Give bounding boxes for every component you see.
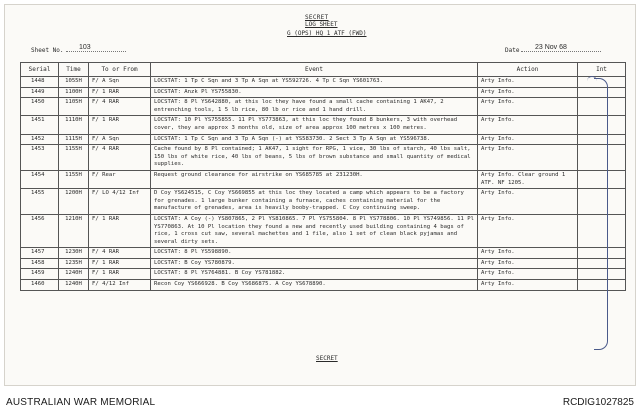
- column-header-int: Int: [578, 63, 626, 77]
- cell-event: LOCSTAT: B Coy YS780879.: [151, 258, 478, 269]
- cell-time: 1105H: [59, 98, 89, 116]
- table-row: [21, 269, 626, 280]
- cell-action: Arty Info.: [478, 189, 578, 215]
- document-title: LOG SHEET: [305, 21, 338, 28]
- cell-to-from: F/ 4 RAR: [89, 98, 151, 116]
- cell-serial: 1458: [21, 258, 59, 269]
- cell-event: LOCSTAT: 10 Pl YS755855. 11 Pl YS773863, at this loc they found 8 bunkers, 3 with overhead cover, they are approx 3 months old, size of area approx 100 metres x 100 metres.: [151, 116, 478, 134]
- classification-footer: SECRET: [316, 355, 338, 362]
- cell-serial: 1450: [21, 98, 59, 116]
- cell-to-from: F/ 1 RAR: [89, 258, 151, 269]
- cell-event: LOCSTAT: A Coy (-) YS807865, 2 Pl YS810865. 7 Pl YS755804. 8 Pl YS778806. 10 Pl YS749856. 11 Pl YS770863. At 10 Pl location they found a new and recently used building containing 4 bags of rice, 1 cross cut saw, several machettes and 1 file, also 1 set of clean black pyjamas and several dirty sets.: [151, 214, 478, 247]
- column-header-action: Action: [478, 63, 578, 77]
- cell-event: LOCSTAT: 8 Pl YS764881. B Coy YS781882.: [151, 269, 478, 280]
- date-value: 23 Nov 68: [535, 44, 567, 51]
- cell-to-from: F/ 1 RAR: [89, 269, 151, 280]
- cell-action: Arty Info.: [478, 269, 578, 280]
- cell-to-from: F/ 1 RAR: [89, 87, 151, 98]
- column-header-serial: Serial: [21, 63, 59, 77]
- cell-serial: 1448: [21, 77, 59, 88]
- cell-action: Arty Info.: [478, 98, 578, 116]
- cell-event: LOCSTAT: 1 Tp C Sqn and 3 Tp A Sqn at YS592726. 4 Tp C Sqn YS601763.: [151, 77, 478, 88]
- archive-reference: RCDIG1027825: [562, 397, 634, 408]
- cell-action: Arty Info.: [478, 134, 578, 145]
- table-row: [21, 214, 626, 247]
- cell-time: 1210H: [59, 214, 89, 247]
- cell-event: Request ground clearance for airstrike on YS685785 at 231230H.: [151, 170, 478, 188]
- cell-serial: 1449: [21, 87, 59, 98]
- cell-action: Arty Info. Clear ground 1 ATF. NF 1205.: [478, 170, 578, 188]
- cell-serial: 1459: [21, 269, 59, 280]
- cell-event: D Coy YS624515, C Coy YS669855 at this loc they located a camp which appears to be a factory for grenades. 1 large bunker containing a furnace, caches containing material for the manufacture of grenades, area is heavily booby-trapped. C Coy continuing sweep.: [151, 189, 478, 215]
- cell-time: 1115H: [59, 134, 89, 145]
- cell-serial: 1455: [21, 189, 59, 215]
- cell-time: 1100H: [59, 87, 89, 98]
- cell-time: 1155H: [59, 170, 89, 188]
- date-field: [505, 44, 601, 54]
- cell-action: Arty Info.: [478, 77, 578, 88]
- cell-time: 1110H: [59, 116, 89, 134]
- cell-serial: 1456: [21, 214, 59, 247]
- table-row: [21, 77, 626, 88]
- sheet-number-value: 103: [79, 44, 91, 51]
- cell-time: 1235H: [59, 258, 89, 269]
- unit-name: G (OPS) HQ 1 ATF (FWD): [287, 30, 367, 37]
- date-label: Date: [505, 47, 520, 54]
- cell-serial: 1453: [21, 145, 59, 171]
- cell-time: 1240H: [59, 269, 89, 280]
- cell-to-from: F/ A Sqn: [89, 134, 151, 145]
- cell-to-from: F/ 4 RAR: [89, 248, 151, 259]
- table-row: [21, 145, 626, 171]
- cell-to-from: F/ LO 4/12 Inf: [89, 189, 151, 215]
- cell-event: LOCSTAT: 1 Tp C Sqn and 3 Tp A Sqn (-) at YS583730. 2 Sect 3 Tp A Sqn at YS596738.: [151, 134, 478, 145]
- cell-to-from: F/ 4 RAR: [89, 145, 151, 171]
- cell-event: LOCSTAT: Anzk Pl YS755830.: [151, 87, 478, 98]
- table-row: [21, 116, 626, 134]
- cell-time: 1155H: [59, 145, 89, 171]
- cell-action: Arty Info.: [478, 248, 578, 259]
- cell-time: 1055H: [59, 77, 89, 88]
- cell-action: Arty Info.: [478, 258, 578, 269]
- cell-serial: 1454: [21, 170, 59, 188]
- cell-action: Arty Info.: [478, 280, 578, 291]
- cell-serial: 1452: [21, 134, 59, 145]
- cell-to-from: F/ 1 RAR: [89, 116, 151, 134]
- table-row: [21, 280, 626, 291]
- cell-serial: 1451: [21, 116, 59, 134]
- cell-action: Arty Info.: [478, 145, 578, 171]
- table-row: [21, 189, 626, 215]
- cell-action: Arty Info.: [478, 116, 578, 134]
- cell-serial: 1460: [21, 280, 59, 291]
- table-row: [21, 248, 626, 259]
- cell-time: 1230H: [59, 248, 89, 259]
- sheet-number-field: [31, 44, 126, 54]
- table-row: [21, 170, 626, 188]
- column-header-to-from: To or From: [89, 63, 151, 77]
- table-row: [21, 258, 626, 269]
- column-header-time: Time: [59, 63, 89, 77]
- table-row: [21, 87, 626, 98]
- cell-action: Arty Info.: [478, 87, 578, 98]
- cell-event: LOCSTAT: 8 Pl YS598890.: [151, 248, 478, 259]
- cell-event: Recon Coy YS666928. B Coy YS686875. A Coy YS678890.: [151, 280, 478, 291]
- table-header-row: [21, 63, 626, 77]
- cell-time: 1200H: [59, 189, 89, 215]
- table-row: [21, 134, 626, 145]
- cell-serial: 1457: [21, 248, 59, 259]
- margin-bracket: [594, 78, 608, 350]
- cell-to-from: F/ Rear: [89, 170, 151, 188]
- column-header-event: Event: [151, 63, 478, 77]
- log-table: [20, 62, 626, 291]
- table-row: [21, 98, 626, 116]
- sheet-number-label: Sheet No.: [31, 47, 64, 54]
- archive-credit: AUSTRALIAN WAR MEMORIAL: [6, 397, 156, 408]
- cell-event: LOCSTAT: 8 Pl YS642880, at this loc they have found a small cache containing 1 AK47, 2 entrenching tools, 1 5 lb rice, 80 lb or rice and 1 hand drill.: [151, 98, 478, 116]
- cell-event: Cache found by 8 Pl contained; 1 AK47, 1 sight for RPG, 1 vice, 30 lbs of starch, 40 lbs salt, 150 lbs of white rice, 40 lbs of beans, 5 lbs of brown substance and small quantity of medical supplies.: [151, 145, 478, 171]
- classification-header: SECRET: [305, 14, 329, 21]
- cell-to-from: F/ A Sqn: [89, 77, 151, 88]
- cell-action: Arty Info.: [478, 214, 578, 247]
- cell-to-from: F/ 4/12 Inf: [89, 280, 151, 291]
- cell-to-from: F/ 1 RAR: [89, 214, 151, 247]
- cell-time: 1240H: [59, 280, 89, 291]
